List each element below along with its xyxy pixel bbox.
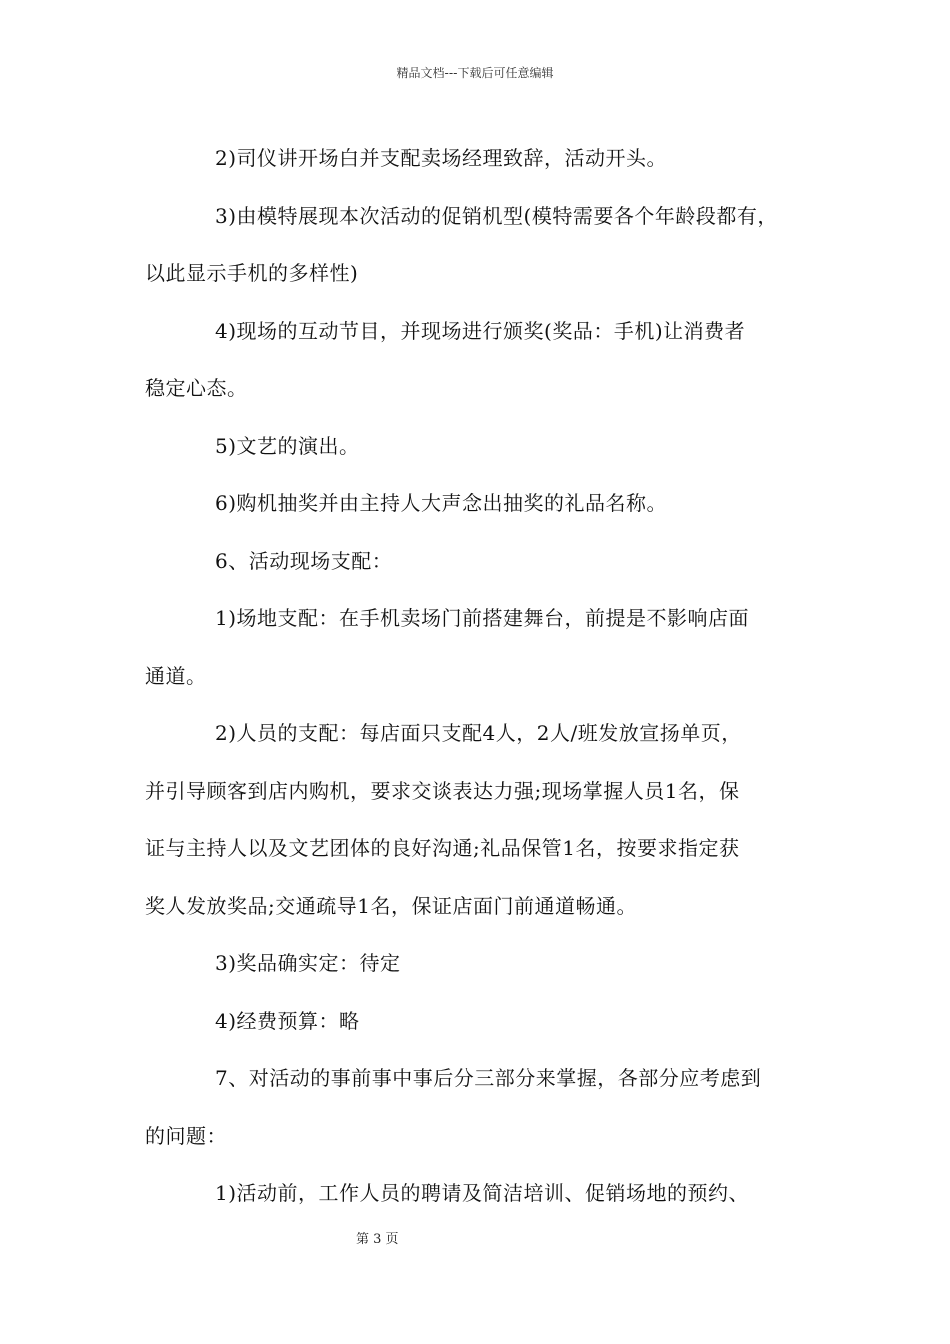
page-number: 第 3 页 [356, 1232, 399, 1247]
paragraph [145, 590, 825, 705]
paragraph-line: 2)司仪讲开场白并支配卖场经理致辞，活动开头。 [215, 146, 668, 170]
paragraph-line: 1)场地支配：在手机卖场门前搭建舞台，前提是不影响店面 [215, 606, 750, 630]
paragraph [145, 935, 825, 993]
paragraph-line: 1)活动前，工作人员的聘请及简洁培训、促销场地的预约、 [215, 1181, 750, 1205]
paragraph-line: 稳定心态。 [145, 376, 248, 400]
paragraph-line: 5)文艺的演出。 [215, 433, 360, 458]
paragraph [145, 130, 825, 188]
paragraph [145, 188, 825, 303]
paragraph [145, 1050, 825, 1165]
paragraph-line: 2)人员的支配：每店面只支配4人，2人/班发放宣扬单页， [215, 721, 742, 745]
paragraph-line: 证与主持人以及文艺团体的良好沟通;礼品保管1名，按要求指定获 [145, 836, 740, 860]
document-body [145, 130, 825, 1223]
paragraph-line: 以此显示手机的多样性) [145, 261, 359, 285]
paragraph [145, 303, 825, 418]
paragraph-line: 奖人发放奖品;交通疏导1名，保证店面门前通道畅通。 [145, 893, 637, 918]
paragraph-line: 7、对活动的事前事中事后分三部分来掌握，各部分应考虑到 [215, 1066, 762, 1090]
paragraph-line: 4)经费预算：略 [215, 1008, 360, 1033]
page-header: 精品文档---下载后可任意编辑 [396, 66, 554, 80]
paragraph [145, 418, 825, 476]
paragraph [145, 533, 825, 591]
paragraph [145, 705, 825, 935]
paragraph-line: 3)奖品确实定：待定 [215, 951, 401, 975]
paragraph-line: 通道。 [145, 663, 207, 688]
paragraph-line: 3)由模特展现本次活动的促销机型(模特需要各个年龄段都有， [215, 203, 778, 228]
paragraph-line: 6)购机抽奖并由主持人大声念出抽奖的礼品名称。 [215, 491, 668, 515]
paragraph [145, 475, 825, 533]
paragraph [145, 993, 825, 1051]
paragraph-line: 4)现场的互动节目，并现场进行颁奖(奖品：手机)让消费者 [215, 318, 746, 343]
paragraph-line: 的问题： [145, 1123, 227, 1148]
paragraph-line: 并引导顾客到店内购机，要求交谈表达力强;现场掌握人员1名，保 [145, 778, 740, 803]
paragraph [145, 1165, 825, 1223]
paragraph-line: 6、活动现场支配： [215, 548, 393, 573]
